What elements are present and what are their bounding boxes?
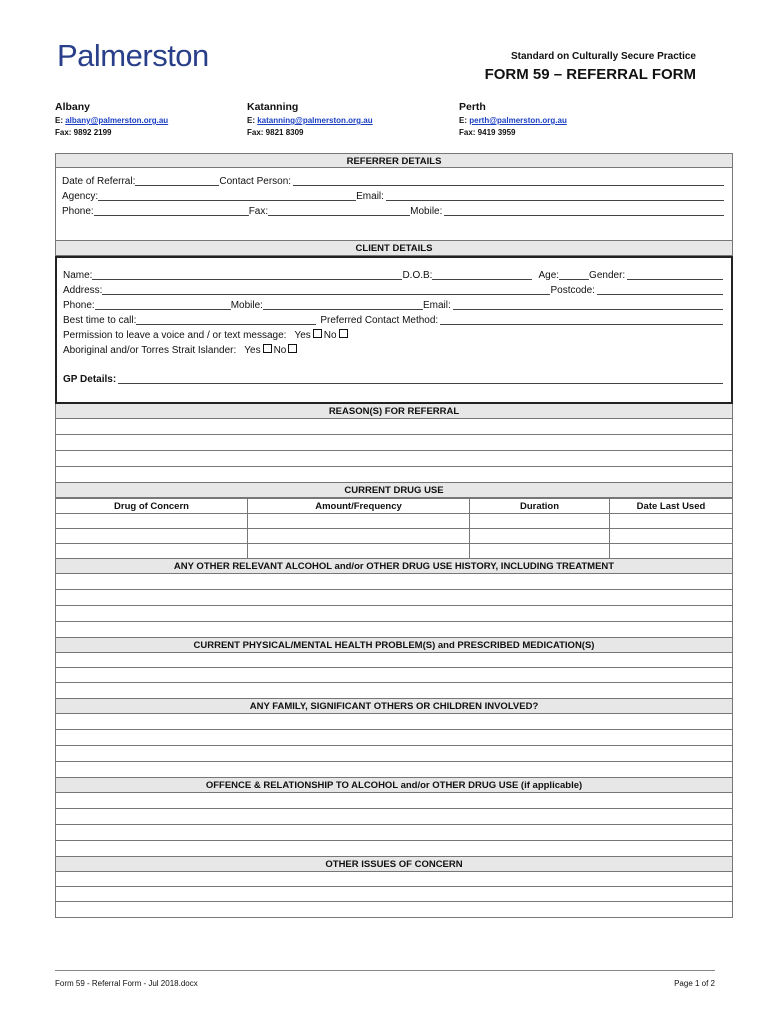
reasons-heading: REASON(S) FOR REFERRAL <box>55 404 733 419</box>
logo-text: Palmerston <box>57 38 209 73</box>
referral-date-field[interactable] <box>135 174 219 186</box>
client-name-field[interactable] <box>92 268 402 280</box>
footer-filename: Form 59 - Referral Form - Jul 2018.docx <box>55 979 198 988</box>
office-perth: Perth E: perth@palmerston.org.au Fax: 9419 3959 <box>459 101 567 137</box>
referrer-details-box: Date of Referral: Contact Person: Agency: Email: Phone: Fax: Mobile: <box>55 168 733 241</box>
drug-column-header: Drug of Concern <box>56 499 248 514</box>
offence-line[interactable] <box>55 809 733 825</box>
client-heading: CLIENT DETAILS <box>55 241 733 256</box>
offence-line[interactable] <box>55 793 733 809</box>
referrer-phone-field[interactable] <box>94 204 249 216</box>
other-issues-line[interactable] <box>55 887 733 902</box>
history-line[interactable] <box>55 622 733 638</box>
date-last-used-column-header: Date Last Used <box>610 499 733 514</box>
other-issues-line[interactable] <box>55 902 733 918</box>
referral-form <box>55 153 733 918</box>
referrer-mobile-field[interactable] <box>444 204 724 216</box>
preferred-contact-field[interactable] <box>440 313 723 325</box>
page-footer <box>55 970 715 988</box>
reasons-line[interactable] <box>55 435 733 451</box>
reasons-line[interactable] <box>55 419 733 435</box>
table-row <box>56 529 733 544</box>
offence-line[interactable] <box>55 825 733 841</box>
reasons-line[interactable] <box>55 467 733 483</box>
family-line[interactable] <box>55 714 733 730</box>
permission-yes-checkbox[interactable] <box>313 329 322 338</box>
client-email-field[interactable] <box>453 298 723 310</box>
offence-heading: OFFENCE & RELATIONSHIP TO ALCOHOL and/or OTHER DRUG USE (if applicable) <box>55 778 733 793</box>
albany-email-link[interactable]: albany@palmerston.org.au <box>65 116 169 125</box>
table-row <box>56 544 733 559</box>
history-line[interactable] <box>55 574 733 590</box>
form-title: FORM 59 – REFERRAL FORM <box>484 66 696 83</box>
drug-use-table <box>55 498 733 559</box>
agency-field[interactable] <box>98 189 356 201</box>
other-issues-line[interactable] <box>55 872 733 887</box>
health-heading: CURRENT PHYSICAL/MENTAL HEALTH PROBLEM(S) and PRESCRIBED MEDICATION(S) <box>55 638 733 653</box>
aboriginal-yes-checkbox[interactable] <box>263 344 272 353</box>
amount-column-header: Amount/Frequency <box>248 499 470 514</box>
history-heading: ANY OTHER RELEVANT ALCOHOL and/or OTHER DRUG USE HISTORY, INCLUDING TREATMENT <box>55 559 733 574</box>
palmerston-logo <box>57 38 209 74</box>
referrer-fax-field[interactable] <box>268 204 410 216</box>
permission-no-checkbox[interactable] <box>339 329 348 338</box>
family-heading: ANY FAMILY, SIGNIFICANT OTHERS OR CHILDREN INVOLVED? <box>55 699 733 714</box>
family-line[interactable] <box>55 762 733 778</box>
family-line[interactable] <box>55 730 733 746</box>
katanning-email-link[interactable]: katanning@palmerston.org.au <box>257 116 373 125</box>
reasons-line[interactable] <box>55 451 733 467</box>
best-time-field[interactable] <box>136 313 316 325</box>
health-line[interactable] <box>55 668 733 683</box>
history-line[interactable] <box>55 606 733 622</box>
perth-email-link[interactable]: perth@palmerston.org.au <box>469 116 567 125</box>
client-dob-field[interactable] <box>432 268 532 280</box>
client-gender-field[interactable] <box>627 268 723 280</box>
offence-line[interactable] <box>55 841 733 857</box>
contact-person-field[interactable] <box>293 174 724 186</box>
page-number: Page 1 of 2 <box>674 979 715 988</box>
health-line[interactable] <box>55 653 733 668</box>
referrer-heading: REFERRER DETAILS <box>55 153 733 168</box>
office-albany: Albany E: albany@palmerston.org.au Fax: 9892 2199 <box>55 101 169 137</box>
office-katanning: Katanning E: katanning@palmerston.org.au Fax: 9821 8309 <box>247 101 373 137</box>
client-address-field[interactable] <box>102 283 550 295</box>
family-line[interactable] <box>55 746 733 762</box>
drug-use-heading: CURRENT DRUG USE <box>55 483 733 498</box>
client-postcode-field[interactable] <box>597 283 723 295</box>
gp-details-field[interactable] <box>118 372 723 384</box>
referrer-email-field[interactable] <box>386 189 724 201</box>
duration-column-header: Duration <box>470 499 610 514</box>
client-phone-field[interactable] <box>95 298 231 310</box>
client-mobile-field[interactable] <box>263 298 423 310</box>
client-details-box: Name: D.O.B: Age: Gender: Address: Postcode: Phone: Mobile: Email: Best time to call: Preferred Contact Method: Permission to leave a voice and / or text message: Yes No Aboriginal and/or Torres Strait Islander: Yes No GP Details: <box>55 256 733 404</box>
aboriginal-no-checkbox[interactable] <box>288 344 297 353</box>
standard-title: Standard on Culturally Secure Practice <box>510 51 696 62</box>
health-line[interactable] <box>55 683 733 699</box>
history-line[interactable] <box>55 590 733 606</box>
other-issues-heading: OTHER ISSUES OF CONCERN <box>55 857 733 872</box>
table-row <box>56 514 733 529</box>
client-age-field[interactable] <box>559 268 589 280</box>
